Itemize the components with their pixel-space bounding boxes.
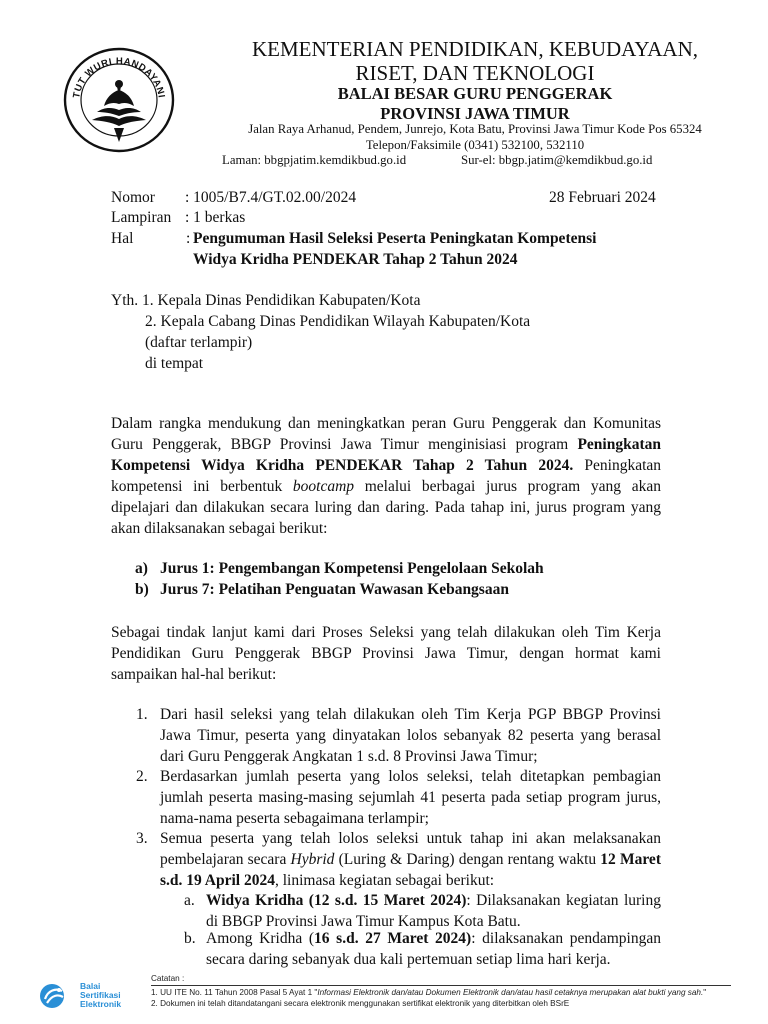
bsre-name-line3: Elektronik bbox=[80, 999, 122, 1009]
jurus-item-1: Jurus 1: Pengembangan Kompetensi Pengelolaan Sekolah bbox=[160, 560, 544, 577]
point-3-line1: Semua peserta yang telah lolos seleksi untuk tahap ini akan melaksanakan bbox=[160, 830, 661, 847]
point-2-line2: jumlah peserta masing-masing sejumlah 41 peserta pada setiap program jurus, bbox=[160, 789, 661, 806]
recipient-2: 2. Kepala Cabang Dinas Pendidikan Wilayah Kabupaten/Kota bbox=[145, 313, 531, 330]
footer-catatan-label: Catatan : bbox=[151, 974, 185, 983]
hal-label: Hal bbox=[111, 230, 134, 247]
footer-note-1: 1. UU ITE No. 11 Tahun 2008 Pasal 5 Ayat 1 "Informasi Elektronik dan/atau Dokumen Elektronik dan/atau hasil cetaknya merupakan alat bukti yang sah." bbox=[151, 988, 707, 997]
recipient-1: Yth. 1. Kepala Dinas Pendidikan Kabupaten/Kota bbox=[111, 292, 421, 309]
ministry-name-line1: KEMENTERIAN PENDIDIKAN, KEBUDAYAAN, bbox=[251, 37, 699, 61]
nomor-value: : 1005/B7.4/GT.02.00/2024 bbox=[185, 189, 357, 206]
footer-divider bbox=[151, 985, 731, 986]
para1-line4: kompetensi ini berbentuk bootcamp melalui berbagai jurus program yang akan bbox=[111, 478, 661, 495]
sub-a-line1: Widya Kridha (12 s.d. 15 Maret 2024): Dilaksanakan kegiatan luring bbox=[206, 892, 661, 909]
para2-line2: Pendidikan Guru Penggerak BBGP Provinsi Jawa Timur, dengan hormat kami bbox=[111, 645, 661, 662]
sub-b-line2: secara daring sebanyak dua kali pertemuan setiap lima hari kerja. bbox=[206, 951, 611, 968]
para1-line2: Guru Penggerak, BBGP Provinsi Jawa Timur menginisiasi program Peningkatan bbox=[111, 436, 661, 453]
jurus-item-7: Jurus 7: Pelatihan Penguatan Wawasan Kebangsaan bbox=[160, 581, 509, 598]
para1-line5: dipelajari dan dilakukan secara luring dan daring. Pada tahap ini, jurus program yang bbox=[111, 499, 661, 516]
office-website[interactable]: Laman: bbgpjatim.kemdikbud.go.id bbox=[222, 153, 407, 167]
office-email[interactable]: Sur-el: bbgp.jatim@kemdikbud.go.id bbox=[461, 153, 653, 167]
point-1-line3: dari Guru Penggerak Angkatan 1 s.d. 8 Provinsi Jawa Timur; bbox=[160, 748, 538, 765]
footer-note-2: 2. Dokumen ini telah ditandatangani secara elektronik menggunakan sertifikat elektronik yang diterbitkan oleh BSrE bbox=[151, 999, 570, 1008]
office-address: Jalan Raya Arhanud, Pendem, Junrejo, Kota Batu, Provinsi Jawa Timur Kode Pos 65324 bbox=[248, 122, 702, 136]
ministry-name-line2: RISET, DAN TEKNOLOGI bbox=[355, 61, 595, 85]
lampiran-label: Lampiran bbox=[111, 209, 172, 226]
para1-line6: akan dilaksanakan sebagai berikut: bbox=[111, 520, 328, 537]
sub-a-line2: di BBGP Provinsi Jawa Timur Kampus Kota Batu. bbox=[206, 913, 521, 930]
bsre-name-line2: Sertifikasi bbox=[80, 990, 121, 1000]
office-phone: Telepon/Faksimile (0341) 532100, 532110 bbox=[365, 138, 585, 152]
sub-a-marker: a. bbox=[184, 892, 195, 909]
point-1-line1: Dari hasil seleksi yang telah dilakukan oleh Tim Kerja PGP BBGP Provinsi bbox=[160, 706, 661, 723]
office-name-line1: BALAI BESAR GURU PENGGERAK bbox=[337, 84, 613, 103]
point-2-marker: 2. bbox=[136, 768, 148, 785]
point-1-marker: 1. bbox=[136, 706, 148, 723]
hal-colon: : bbox=[186, 230, 191, 247]
office-name-line2: PROVINSI JAWA TIMUR bbox=[380, 104, 570, 123]
point-3-marker: 3. bbox=[136, 830, 148, 847]
point-2-line1: Berdasarkan jumlah peserta yang lolos seleksi, telah ditetapkan pembagian bbox=[160, 768, 661, 785]
letter-date: 28 Februari 2024 bbox=[549, 189, 656, 206]
point-3-line3: s.d. 19 April 2024, linimasa kegiatan sebagai berikut: bbox=[160, 872, 495, 889]
jurus-marker-b: b) bbox=[135, 581, 149, 598]
lampiran-value: : 1 berkas bbox=[185, 209, 246, 226]
recipient-note: (daftar terlampir) bbox=[145, 334, 253, 351]
logo-motto-text: TUT WURI HANDAYANI bbox=[71, 55, 167, 100]
hal-subject-line1: Pengumuman Hasil Seleksi Peserta Peningkatan Kompetensi bbox=[193, 230, 597, 247]
jurus-marker-a: a) bbox=[135, 560, 148, 577]
para2-line1: Sebagai tindak lanjut kami dari Proses Seleksi yang telah dilakukan oleh Tim Kerja bbox=[111, 624, 661, 641]
point-3-line2: pembelajaran secara Hybrid (Luring & Daring) dengan rentang waktu 12 Maret bbox=[160, 851, 661, 868]
para1-line3: Kompetensi Widya Kridha PENDEKAR Tahap 2 Tahun 2024. Peningkatan bbox=[111, 457, 662, 474]
sub-b-line1: Among Kridha (16 s.d. 27 Maret 2024): dilaksanakan pendampingan bbox=[206, 930, 661, 947]
para1-line1: Dalam rangka mendukung dan meningkatkan peran Guru Penggerak dan Komunitas bbox=[111, 415, 661, 432]
hal-subject-line2: Widya Kridha PENDEKAR Tahap 2 Tahun 2024 bbox=[193, 251, 518, 268]
nomor-label: Nomor bbox=[111, 189, 155, 206]
sub-b-marker: b. bbox=[184, 930, 196, 947]
para2-line3: sampaikan hal-hal berikut: bbox=[111, 666, 277, 683]
point-2-line3: nama-nama peserta sebagaimana terlampir; bbox=[160, 810, 429, 827]
tut-wuri-handayani-logo bbox=[62, 46, 176, 154]
point-1-line2: Jawa Timur, peserta yang dinyatakan lolos sebanyak 82 peserta yang berasal bbox=[160, 727, 661, 744]
recipient-place: di tempat bbox=[145, 355, 204, 372]
bsre-logo-icon bbox=[38, 982, 78, 1010]
bsre-name-line1: Balai bbox=[80, 981, 101, 991]
